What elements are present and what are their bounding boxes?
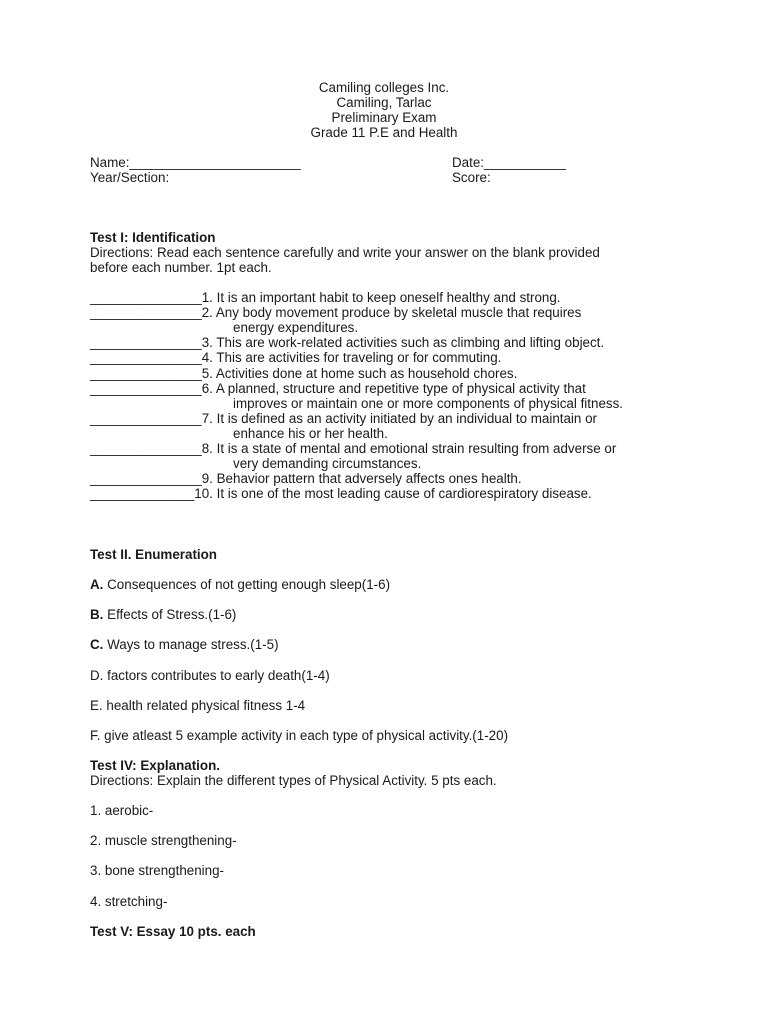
enumeration-text: F. give atleast 5 example activity in each type of physical activity.(1-20): [90, 728, 509, 743]
answer-blank: _______________: [90, 290, 202, 305]
enumeration-item: [90, 668, 330, 683]
enumeration-letter: A.: [90, 577, 104, 592]
enumeration-text: Effects of Stress.(1-6): [107, 607, 237, 623]
item-text: Any body movement produce by skeletal muscle that requires: [215, 305, 582, 321]
test2-title: Test II. Enumeration: [90, 547, 217, 562]
year-section-field: Year/Section:: [90, 170, 170, 185]
enumeration-text: E. health related physical fitness 1-4: [90, 697, 306, 713]
school-location: Camiling, Tarlac: [336, 95, 432, 110]
enumeration-item: [90, 728, 508, 743]
answer-blank: ______________: [90, 486, 195, 502]
identification-item: [90, 411, 597, 426]
item-text: It is a state of mental and emotional strain resulting from adverse or: [216, 441, 617, 456]
identification-item: [90, 350, 501, 365]
item-number: 1.: [201, 290, 213, 305]
item-number: 8.: [201, 441, 213, 456]
explanation-item: 3. bone strengthening-: [90, 863, 225, 879]
identification-item: [90, 381, 586, 396]
item-text: A planned, structure and repetitive type of physical activity that: [215, 380, 586, 396]
enumeration-letter: C.: [90, 637, 104, 653]
test5-title: Test V: Essay 10 pts. each: [90, 924, 256, 939]
item-number: 3.: [201, 335, 213, 351]
item-number: 7.: [201, 410, 213, 426]
enumeration-text: Ways to manage stress.(1-5): [107, 637, 279, 653]
item-number: 4.: [201, 350, 213, 366]
item-text: It is an important habit to keep oneself healthy and strong.: [216, 290, 561, 305]
item-text: It is defined as an activity initiated by an individual to maintain or: [216, 410, 597, 426]
item-text-continuation: enhance his or her health.: [233, 425, 388, 441]
identification-item: [90, 290, 561, 305]
answer-blank: _______________: [90, 365, 202, 381]
identification-item: [90, 305, 581, 320]
exam-title: Preliminary Exam: [331, 110, 437, 125]
enumeration-item: [90, 607, 236, 622]
identification-item: [90, 335, 604, 350]
test1-directions-text1: Directions: Read each sentence carefully and write your answer on the blank provided: [90, 245, 600, 260]
enumeration-item: [90, 698, 305, 713]
explanation-item: 1. aerobic-: [90, 803, 154, 818]
answer-blank: _______________: [90, 410, 202, 426]
school-name: Camiling colleges Inc.: [318, 80, 450, 95]
item-text: Activities done at home such as household chores.: [215, 365, 518, 381]
identification-item: [90, 486, 592, 501]
explanation-item: 4. stretching-: [90, 893, 168, 909]
explanation-item: 2. muscle strengthening-: [90, 833, 237, 849]
answer-blank: _______________: [90, 335, 202, 351]
test4-directions: Directions: Explain the different types of Physical Activity. 5 pts each.: [90, 773, 497, 788]
item-number: 9.: [201, 471, 213, 487]
answer-blank: _______________: [90, 441, 202, 456]
test4-title: Test IV: Explanation.: [90, 758, 220, 773]
enumeration-item: [90, 637, 279, 652]
item-text-continuation: improves or maintain one or more components of physical fitness.: [233, 395, 623, 411]
exam-subject: Grade 11 P.E and Health: [310, 125, 458, 140]
item-text-continuation: very demanding circumstances.: [233, 456, 422, 472]
item-number: 10.: [194, 486, 213, 502]
enumeration-item: [90, 577, 390, 592]
identification-item: [90, 471, 522, 486]
item-text: Behavior pattern that adversely affects ones health.: [216, 471, 522, 487]
item-text-continuation: energy expenditures.: [233, 320, 359, 336]
enumeration-letter: B.: [90, 607, 104, 623]
test1-title: Test I: Identification: [90, 230, 216, 245]
item-number: 2.: [201, 305, 213, 321]
item-text: This are activities for traveling or for commuting.: [216, 350, 502, 366]
answer-blank: _______________: [90, 350, 202, 366]
identification-item: [90, 366, 517, 381]
item-text: This are work-related activities such as climbing and lifting object.: [216, 335, 605, 351]
enumeration-text: D. factors contributes to early death(1-4): [90, 667, 330, 683]
item-number: 6.: [201, 380, 213, 396]
date-field: Date:___________: [452, 155, 566, 170]
score-field: Score:: [452, 170, 491, 185]
test1-directions-line2: before each number. 1pt each.: [90, 260, 272, 275]
item-text: It is one of the most leading cause of cardiorespiratory disease.: [216, 486, 592, 502]
answer-blank: _______________: [90, 305, 202, 321]
enumeration-text: Consequences of not getting enough sleep(1-6): [107, 577, 391, 592]
name-field: Name:_______________________: [90, 155, 301, 170]
identification-item: [90, 441, 616, 456]
test1-directions-line1: [90, 245, 678, 260]
item-number: 5.: [201, 365, 213, 381]
answer-blank: _______________: [90, 471, 202, 487]
answer-blank: _______________: [90, 380, 202, 396]
